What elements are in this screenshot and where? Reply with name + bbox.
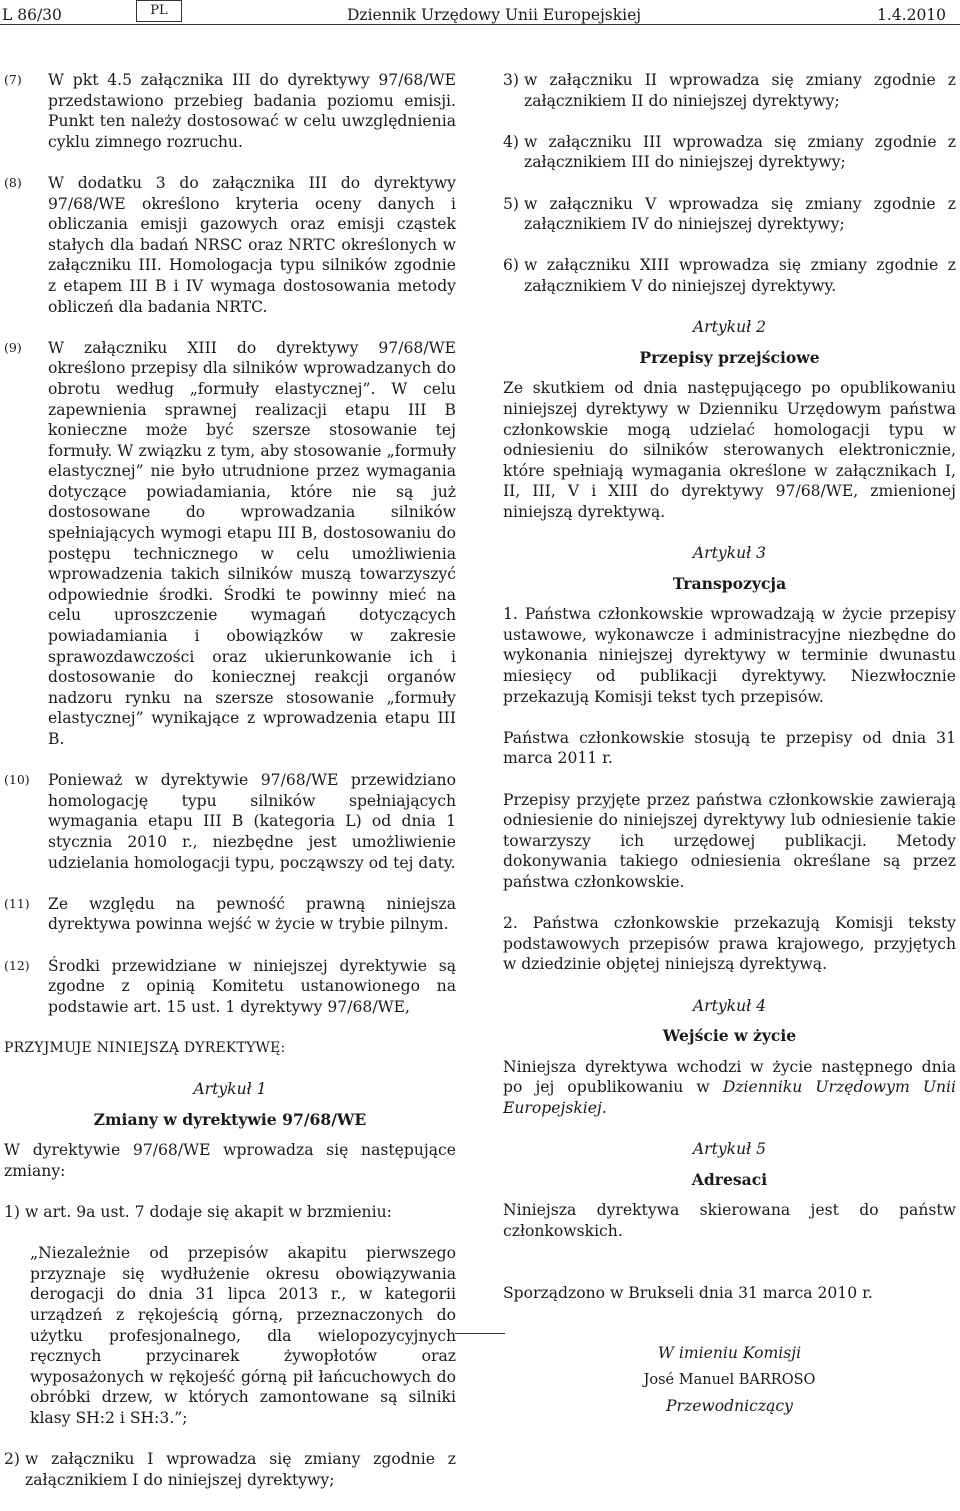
page-reference: L 86/30 [2, 6, 62, 24]
recital-number: (12) [4, 957, 30, 973]
done-at: Sporządzono w Brukseli dnia 31 marca 2010 r. [503, 1283, 873, 1302]
publication-date: 1.4.2010 [877, 6, 947, 24]
article-3-label: Artykuł 3 [692, 544, 767, 563]
item-number: 6) [503, 256, 520, 275]
recital-10 [4, 770, 456, 873]
item-number: 2) [4, 1450, 21, 1469]
article-3-para-2: Państwa członkowskie stosują te przepisy od dnia 31 marca 2011 r. [503, 728, 956, 768]
recital-8 [4, 173, 456, 317]
item-text: w załączniku III wprowadza się zmiany zgodnie z załącznikiem III do niniejszej dyrektywy; [524, 132, 956, 172]
recital-text: Środki przewidziane w niniejszej dyrektywie są zgodne z opinią Komitetu ustanowionego na podstawie art. 15 ust. 1 dyrektywy 97/68/WE, [48, 956, 456, 1016]
header-rule [0, 24, 960, 25]
article-4-label: Artykuł 4 [692, 996, 767, 1015]
item-text: w załączniku II wprowadza się zmiany zgodnie z załącznikiem II do niniejszej dyrektywy; [524, 71, 956, 110]
article-3-para-4: 2. Państwa członkowskie przekazują Komisji teksty podstawowych przepisów prawa krajowego, przyjętych w dziedzinie objętej niniejszą dyrektywą. [503, 914, 956, 974]
item-number: 3) [503, 71, 520, 89]
right-column [503, 70, 956, 1417]
amendment-item-6 [503, 255, 956, 296]
article-3-title: Transpozycja [672, 573, 787, 593]
left-column [4, 70, 456, 1511]
journal-name-italic: Dzienniku Urzędowym Unii Europejskiej [503, 1078, 956, 1117]
recital-number: (10) [4, 772, 30, 788]
signatory-for: W imieniu Komisji [657, 1344, 802, 1363]
item-text: w załączniku I wprowadza się zmiany zgodnie z załącznikiem I do niniejszej dyrektywy; [25, 1450, 456, 1489]
journal-title: Dziennik Urzędowy Unii Europejskiej [347, 6, 642, 24]
item-number: 1) [4, 1203, 21, 1222]
article-2-text: Ze skutkiem od dnia następującego po opublikowaniu niniejszej dyrektywy w Dzienniku Urzędowym państwa członkowskie mogą udzielać homologacji typu w odniesieniu do silników sterowanych elektronicznie, które spełniają wymagania określone w załącznikach I, II, III, V i XIII do dyrektywy 97/68/WE, zmienionej niniejszą dyrektywą. [503, 379, 956, 521]
article-4-text-end: . [601, 1098, 607, 1117]
amendment-item-5 [503, 194, 956, 235]
recital-12 [4, 956, 456, 1018]
language-badge: PL [136, 0, 182, 22]
recital-text: W dodatku 3 do załącznika III do dyrektywy 97/68/WE określono kryteria oceny danych i obliczania emisji gazowych oraz emisji cząstek stałych dla badań NRSC oraz NRTC określonych w załączniku III. Homologacja typu silników zgodnie z etapem III B i IV wymaga dostosowania metody obliczeń dla badania NRTC. [48, 173, 456, 316]
recital-11 [4, 894, 456, 935]
adoption-formula: PRZYJMUJE NINIEJSZĄ DYREKTYWĘ: [4, 1039, 286, 1056]
spacer [503, 1262, 956, 1283]
article-5-title: Adresaci [691, 1169, 768, 1189]
item-number: 5) [503, 194, 520, 213]
recital-text: W załączniku XIII do dyrektywy 97/68/WE określono przepisy dla silników wprowadzanych do obrotu według „formuły elastycznej”. W celu zapewnienia sprawnej realizacji etapu III B konieczne może być szersze stosowanie tej formuły. W związku z tym, aby stosowanie „formuły elastycznej” nie było utrudnione przez wymagania dotyczące powiadamiania, które nie są już dostosowane do wprowadzania silników spełniających wymogi etapu III B, dostosowaniu do postępu technicznego w celu umożliwienia wprowadzenia takich silników muszą towarzyszyć odpowiednie środki. Środki te powinny mieć na celu uproszczenie wymagań dotyczących powiadamiania i obowiązków w zakresie sprawozdawczości oraz ukierunkowanie ich i dostosowanie do koniecznej reakcji organów nadzoru rynku na szersze stosowanie „formuły elastycznej” wynikające z wprowadzenia etapu III B. [48, 338, 456, 748]
article-1-label: Artykuł 1 [193, 1080, 267, 1099]
article-2-title: Przepisy przejściowe [639, 347, 820, 367]
recital-text: Ze względu na pewność prawną niniejsza dyrektywa powinna wejść w życie w trybie pilnym. [48, 894, 456, 934]
article-4-text-start: Niniejsza dyrektywa wchodzi w życie następnego dnia po jej opublikowaniu w [503, 1057, 956, 1097]
article-2-label: Artykuł 2 [692, 318, 767, 337]
item-text: w załączniku XIII wprowadza się zmiany zgodnie z załącznikiem V do niniejszej dyrektywy. [524, 256, 956, 295]
amendment-item-1 [4, 1202, 456, 1223]
article-3-para-1: 1. Państwa członkowskie wprowadzają w życie przepisy ustawowe, wykonawcze i administracyjne niezbędne do wykonania niniejszej dyrektywy w terminie dwunastu miesięcy od publikacji dyrektywy. Niezwłocznie przekazują Komisji tekst tych przepisów. [503, 605, 956, 706]
amendment-quote: „Niezależnie od przepisów akapitu pierwszego przyznaje się wydłużenie okresu obowiązywania derogacji do dnia 31 lipca 2013 r., w kategorii urządzeń z rękojeścią górną, przeznaczonych do użytku profesjonalnego, dla wielopozycyjnych ręcznych przycinarek żywopłotów oraz wyposażonych w rękojeść górną pił łańcuchowych do obróbki drzew, w których zamontowane są silniki klasy SH:2 i SH:3.”; [30, 1244, 456, 1427]
recital-9 [4, 338, 456, 750]
item-text: w art. 9a ust. 7 dodaje się akapit w brzmieniu: [25, 1203, 392, 1222]
amendment-item-3 [503, 70, 956, 111]
article-4-text [503, 1057, 956, 1119]
item-text: w załączniku V wprowadza się zmiany zgodnie z załącznikiem IV do niniejszej dyrektywy; [524, 194, 956, 234]
recital-7 [4, 70, 456, 152]
page-header [0, 0, 960, 26]
recital-number: (7) [4, 72, 22, 87]
signatory-name: José Manuel BARROSO [643, 1371, 816, 1388]
recital-text: W pkt 4.5 załącznika III do dyrektywy 97/68/WE przedstawiono przebieg badania poziomu emisji. Punkt ten należy dostosować w celu uwzględnienia cyklu zimnego rozruchu. [48, 71, 456, 151]
amendment-item-2 [4, 1449, 456, 1490]
recital-text: Ponieważ w dyrektywie 97/68/WE przewidziano homologację typu silników spełniających wymagania etapu III B (kategoria L) od dnia 1 stycznia 2010 r., niezbędne jest umożliwienie udzielania homologacji typu, począwszy od tej daty. [48, 771, 456, 872]
recital-number: (11) [4, 895, 30, 911]
item-number: 4) [503, 132, 520, 151]
article-4-title: Wejście w życie [662, 1026, 797, 1046]
recital-number: (8) [4, 174, 22, 190]
article-5-text: Niniejsza dyrektywa skierowana jest do państw członkowskich. [503, 1201, 956, 1240]
recital-number: (9) [4, 339, 22, 355]
article-3-para-3: Przepisy przyjęte przez państwa członkowskie zawierają odniesienie do niniejszej dyrektywy lub odniesienie takie towarzyszy ich urzędowej publikacji. Metody dokonywania takiego odniesienia określane są przez państwa członkowskie. [503, 790, 956, 891]
article-1-title: Zmiany w dyrektywie 97/68/WE [93, 1109, 367, 1129]
article-1-intro: W dyrektywie 97/68/WE wprowadza się następujące zmiany: [4, 1141, 456, 1180]
signatory-role: Przewodniczący [666, 1397, 793, 1416]
article-5-label: Artykuł 5 [692, 1140, 767, 1159]
amendment-item-4 [503, 132, 956, 173]
footnote-rule [455, 1333, 505, 1334]
